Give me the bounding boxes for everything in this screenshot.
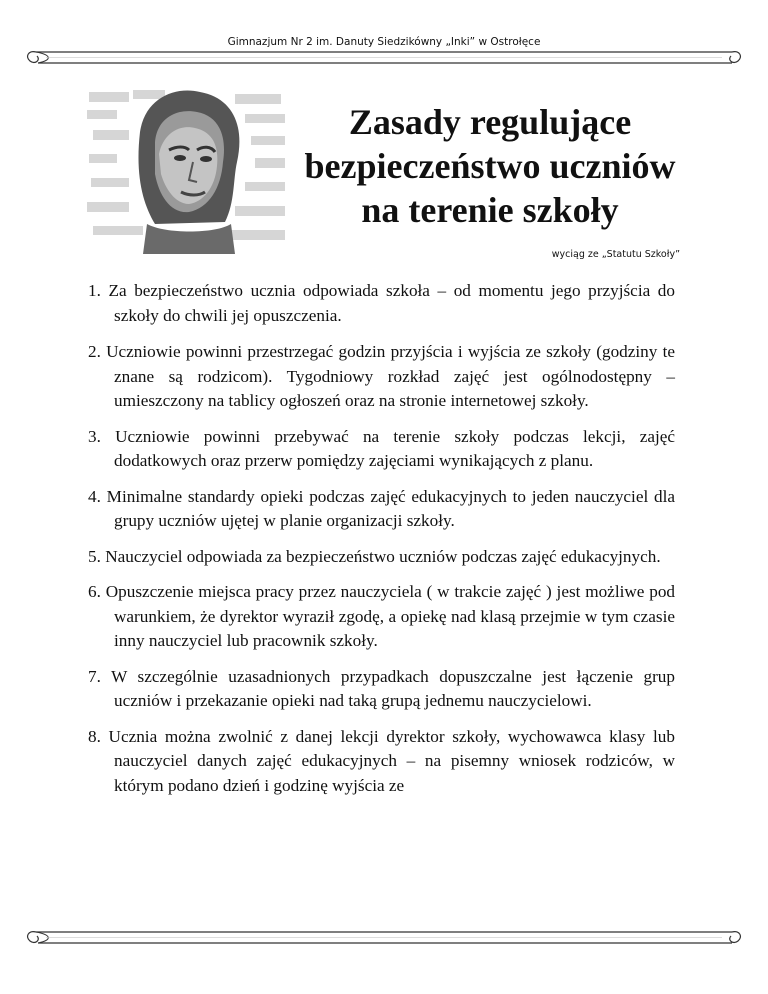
title-line-1: Zasady regulujące xyxy=(348,102,632,142)
rule-text: Nauczyciel odpowiada za bezpieczeństwo uczniów podczas zajęć edukacyjnych. xyxy=(105,546,661,566)
rule-item xyxy=(88,725,675,799)
source-note: wyciąg ze „Statutu Szkoły” xyxy=(551,249,680,260)
rule-text: Opuszczenie miejsca pracy przez nauczyciela ( w trakcie zajęć ) jest możliwe pod warunkiem, że dyrektor wyraził zgodę, a opiekę nad klasą przejmie w tym czasie inny nauczyciel lub pracownik szkoły. xyxy=(105,582,676,650)
portrait-image xyxy=(85,84,291,254)
rule-number: 1. xyxy=(88,281,101,300)
rule-text: Uczniowie powinni przebywać na terenie szkoły podczas lekcji, zajęć dodatkowych oraz przerw pomiędzy zajęciami wynikających z planu. xyxy=(114,426,676,470)
rule-text: Minimalne standardy opieki podczas zajęć edukacyjnych to jeden nauczyciel dla grupy uczniów ujętej w planie organizacji szkoły. xyxy=(106,486,676,530)
rule-number: 7. xyxy=(88,666,101,686)
scroll-border-top xyxy=(22,46,746,70)
page-header-school-name: Gimnazjum Nr 2 im. Danuty Siedzikówny „Inki” w Ostrołęce xyxy=(227,36,541,48)
rule-text: Ucznia można zwolnić z danej lekcji dyrektor szkoły, wychowawca klasy lub nauczyciel danych zajęć edukacyjnych – na pisemny wniosek rodziców, w którym podano dzień i godzinę wyjścia ze xyxy=(108,726,675,795)
rule-item xyxy=(88,665,675,714)
rule-item xyxy=(88,279,675,328)
rule-item xyxy=(88,545,675,570)
rule-number: 8. xyxy=(88,726,101,746)
rule-number: 6. xyxy=(88,582,101,601)
rule-item xyxy=(88,340,675,414)
rule-number: 3. xyxy=(88,426,101,446)
scroll-border-bottom xyxy=(22,926,746,950)
rule-text: Za bezpieczeństwo ucznia odpowiada szkoła – od momentu jego przyjścia do szkoły do chwili jej opuszczenia. xyxy=(108,281,675,325)
title-line-3: na terenie szkoły xyxy=(361,190,619,230)
rules-list xyxy=(88,279,675,809)
rule-item xyxy=(88,485,675,534)
rule-number: 4. xyxy=(88,486,101,506)
rule-text: W szczególnie uzasadnionych przypadkach dopuszczalne jest łączenie grup uczniów i przekazanie opieki nad taką grupą jednemu nauczycielowi. xyxy=(111,666,675,710)
title-line-2: bezpieczeństwo uczniów xyxy=(304,146,676,186)
rule-number: 2. xyxy=(88,342,101,361)
rule-text: Uczniowie powinni przestrzegać godzin przyjścia i wyjścia ze szkoły (godziny te znane są rodzicom). Tygodniowy rozkład zajęć jest ogólnodostępny – umieszczony na tablicy ogłoszeń oraz na stronie internetowej szkoły. xyxy=(106,342,675,410)
rule-item xyxy=(88,425,675,474)
page-title xyxy=(290,100,690,232)
rule-item xyxy=(88,580,675,654)
rule-number: 5. xyxy=(88,546,101,566)
